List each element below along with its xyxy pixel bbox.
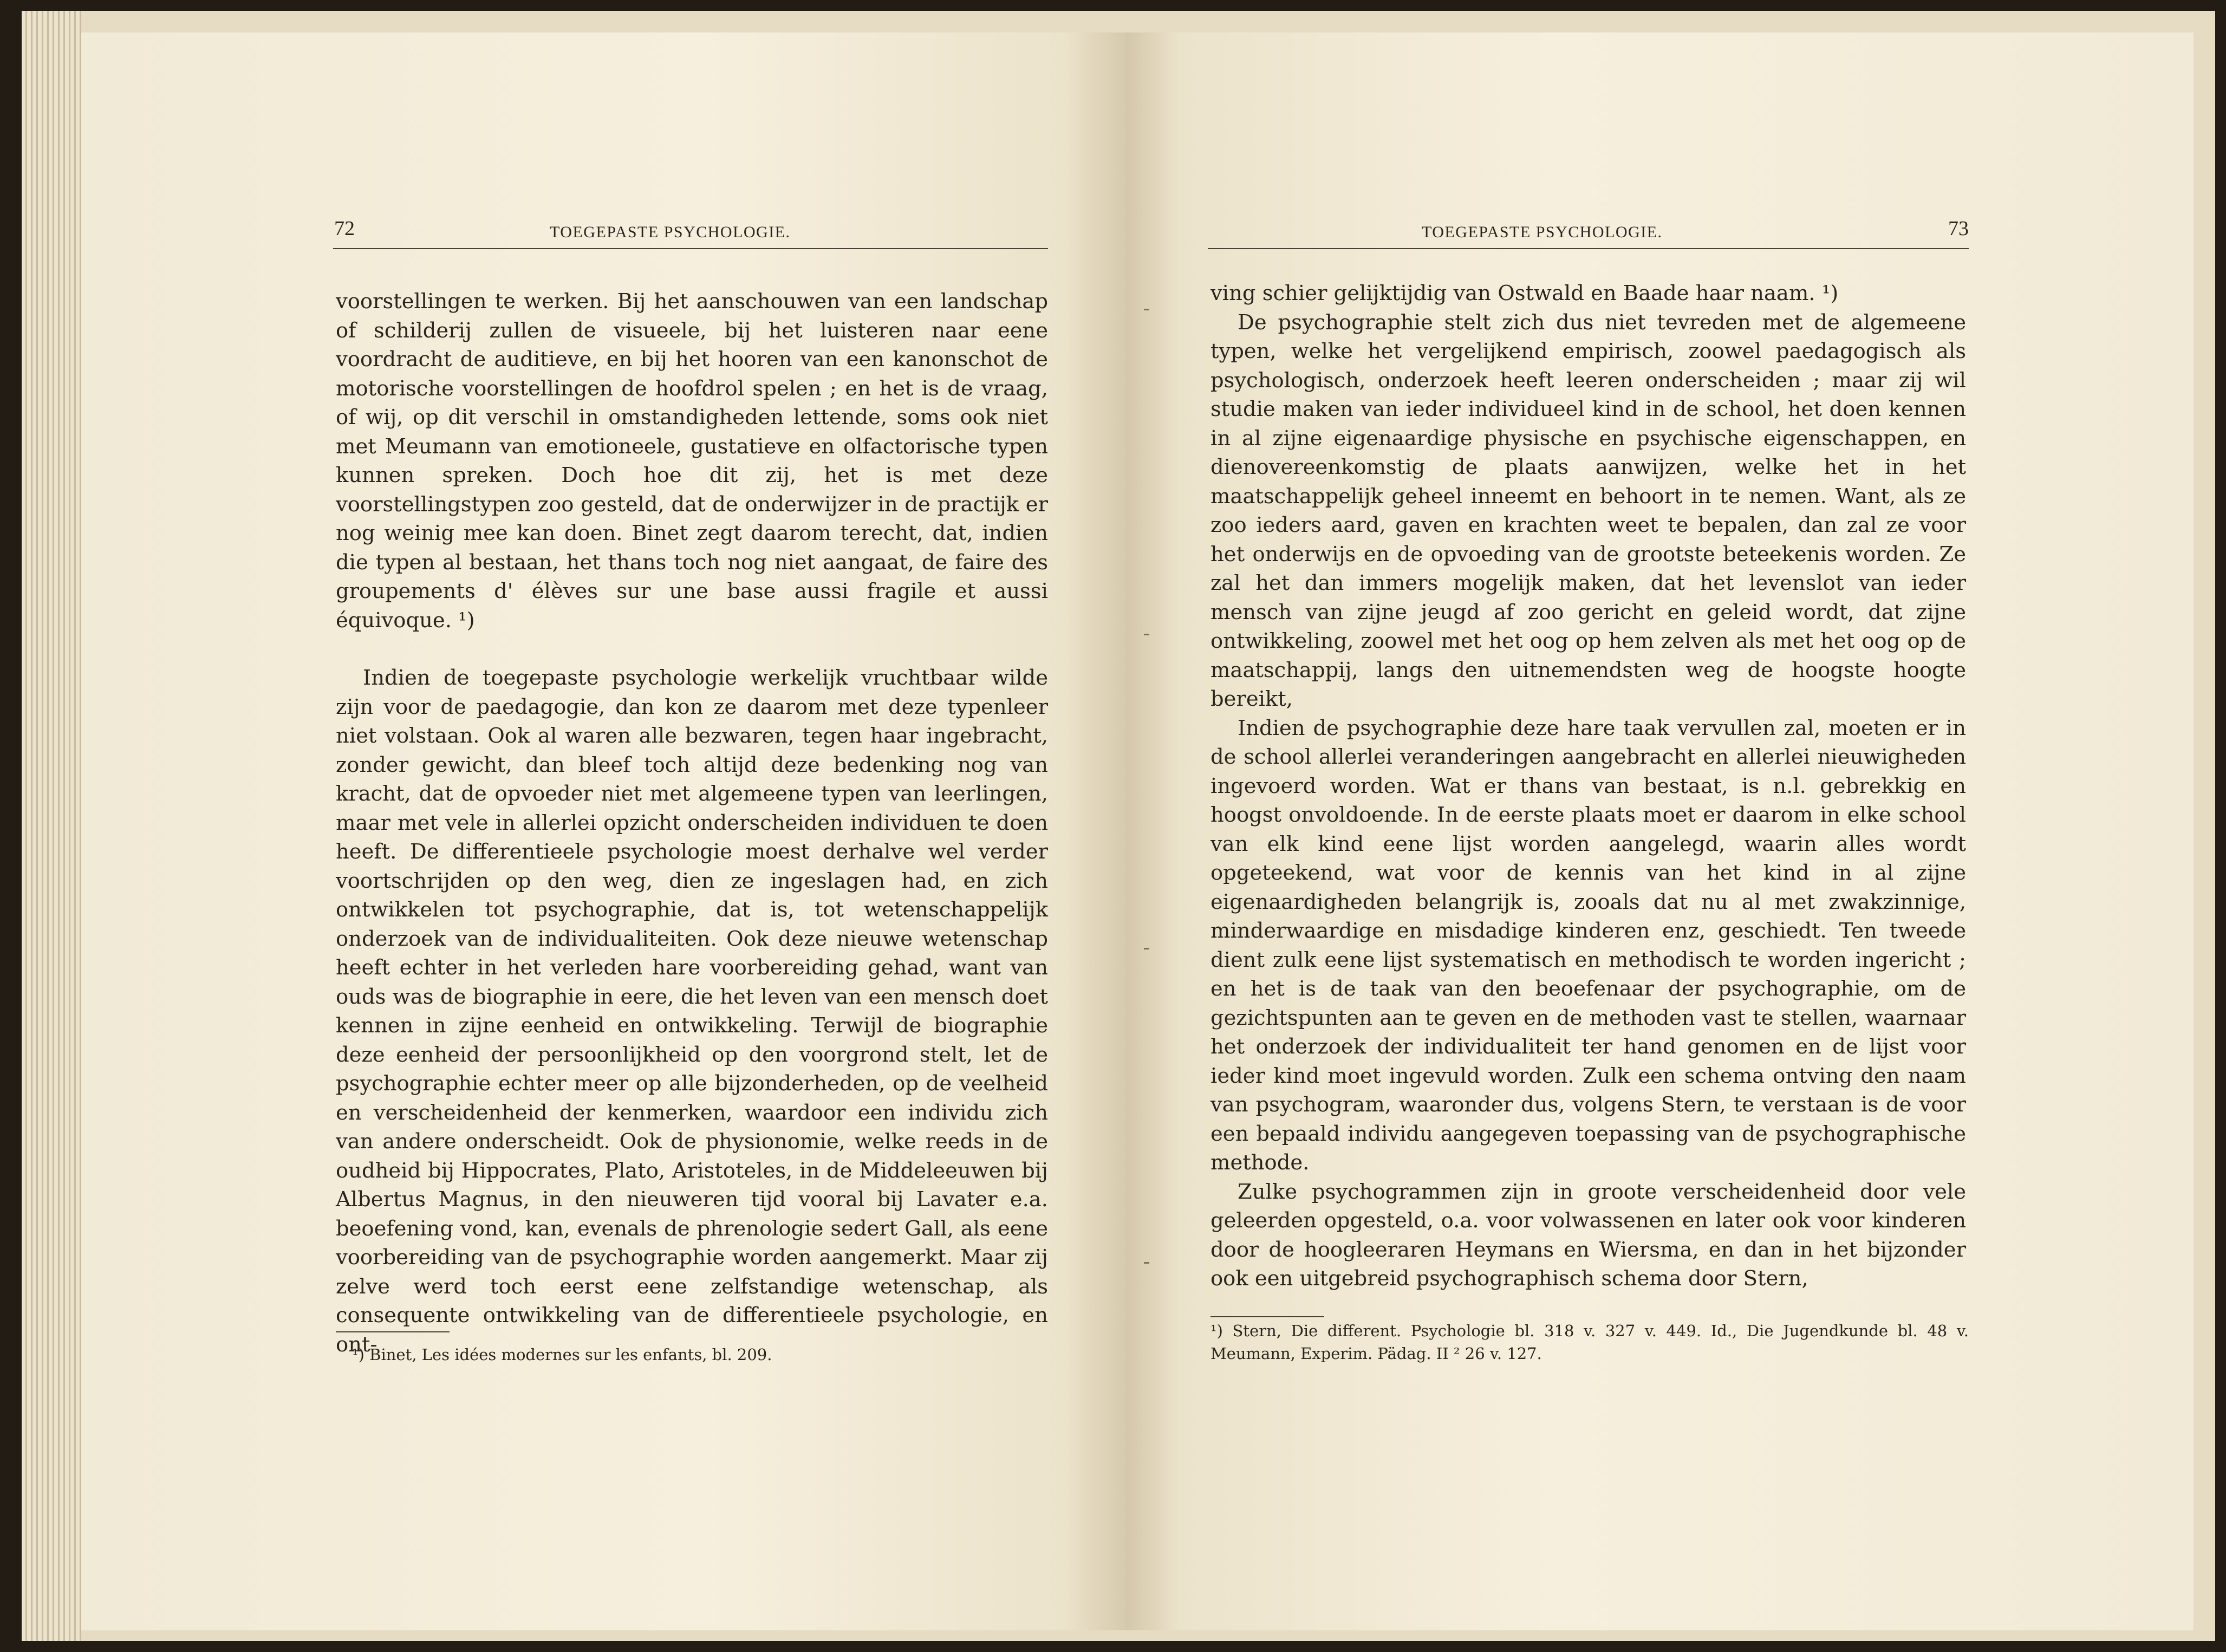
paragraph: Indien de psychographie deze hare taak vervullen zal, moeten er in de school allerlei veranderingen aangebracht en allerlei nieuwigheden ingevoerd worden. Wat er thans van bestaat, is n.l. gebrekkig en hoogst onvoldoende. In de eerste plaats moet er daarom in elke school van elk kind eene lijst worden aangelegd, waarin alles wordt opgeteekend, wat voor de kennis van het kind in al zijne eigenaardigheden belangrijk is, zooals dat nu al met zwakzinnige, minderwaardige en misdadige kinderen enz, geschiedt. Ten tweede dient zulk eene lijst systematisch en methodisch te worden ingericht ; en het is de taak van den beoefenaar der psychographie, om de gezichtspunten aan te geven en de methoden vast te stellen, waarnaar het onderzoek der individualiteit ter hand genomen en de lijst voor ieder kind moet ingevuld worden. Zulk een schema ontving den naam van psychogram, waaronder dus, volgens Stern, te verstaan is de voor een bepaald individu aangegeven toepassing van de psychographische methode. [1210, 716, 1966, 1175]
footnote-right: ¹) Stern, Die different. Psychologie bl. 318 v. 327 v. 449. Id., Die Jugendkunde bl. 48 v. Meumann, Experim. Pädag. II ² 26 v. 127. [1210, 1322, 1969, 1363]
open-book [22, 11, 2215, 1641]
page-edges [22, 11, 81, 1641]
running-head-right [1208, 207, 1969, 249]
body-text-right [1210, 279, 1966, 1293]
margin-mark [1144, 948, 1149, 949]
paragraph: Zulke psychogrammen zijn in groote verscheidenheid door vele geleerden opgesteld, o.a. voor volwassenen en later ook voor kinderen door de hoogleeraren Heymans en Wiersma, en dan in het bijzonder ook een uitgebreid psychographisch schema door Stern, [1210, 1179, 1966, 1291]
running-title-right: TOEGEPASTE PSYCHOLOGIE. [1422, 223, 1663, 241]
margin-mark [1144, 309, 1149, 310]
paragraph: ving schier gelijktijdig van Ostwald en Baade haar naam. ¹) [1210, 281, 1839, 305]
footnote-left: ¹) Binet, Les idées modernes sur les enfants, bl. 209. [352, 1345, 772, 1364]
footnote-rule-left [336, 1331, 450, 1332]
margin-mark [1144, 634, 1149, 635]
running-head-left [333, 207, 1048, 249]
page-number-left: 72 [334, 217, 355, 240]
paragraph: De psychographie stelt zich dus niet tevreden met de algemeene typen, welke het vergelijkend empirisch, zoowel paedagogisch als psychologisch, onderzoek heeft leeren onderscheiden ; maar zij wil studie maken van ieder individueel kind in de school, het doen kennen in al zijne eigenaardige physische en psychische eigenschappen, en dienovereenkomstig de plaats aanwijzen, welke het in het maatschappelijk geheel inneemt en behoort in te nemen. Want, als ze zoo ieders aard, gaven en krachten weet te bepalen, dan zal ze voor het onderwijs en de opvoeding van de grootste beteekenis worden. Ze zal het dan immers mogelijk maken, dat het levenslot van ieder mensch van zijne jeugd af zoo gericht en geleid wordt, dat zijne ontwikkeling, zoowel met het oog op hem zelven als met het oog op de maatschappij, langs den uitnemendsten weg de hoogste hoogte bereikt, [1210, 310, 1966, 711]
body-text-left [336, 287, 1048, 1359]
running-title-left: TOEGEPASTE PSYCHOLOGIE. [550, 223, 791, 241]
paragraph: voorstellingen te werken. Bij het aanschouwen van een landschap of schilderij zullen de visueele, bij het luisteren naar eene voordracht de auditieve, en bij het hooren van een kanonschot de motorische voorstellingen de hoofdrol spelen ; en het is de vraag, of wij, op dit verschil in omstandigheden lettende, soms ook niet met Meumann van emotioneele, gustatieve en olfactorische typen kunnen spreken. Doch hoe dit zij, het is met deze voorstellingstypen zoo gesteld, dat de onderwijzer in de practijk er nog weinig mee kan doen. Binet zegt daarom terecht, dat, indien die typen al bestaan, het thans toch nog niet aangaat, de faire des groupements d' élèves sur une base aussi fragile et aussi équivoque. ¹) [336, 289, 1048, 633]
footnote-rule-right [1210, 1316, 1324, 1317]
margin-mark [1144, 1262, 1149, 1264]
paragraph: Indien de toegepaste psychologie werkelijk vruchtbaar wilde zijn voor de paedagogie, dan kon ze daarom met deze typenleer niet volstaan. Ook al waren alle bezwaren, tegen haar ingebracht, zonder gewicht, dan bleef toch altijd deze bedenking nog van kracht, dat de opvoeder niet met algemeene typen van leerlingen, maar met vele in allerlei opzicht onderscheiden individuen te doen heeft. De differentieele psychologie moest derhalve wel verder voortschrijden op den weg, dien ze ingeslagen had, en zich ontwikkelen tot psychographie, dat is, tot wetenschappelijk onderzoek van de individualiteiten. Ook deze nieuwe wetenschap heeft echter in het verleden hare voorbereiding gehad, want van ouds was de biographie in eere, die het leven van een mensch doet kennen in zijne eenheid en ontwikkeling. Terwijl de biographie deze eenheid der persoonlijkheid op den voorgrond stelt, let de psychographie echter meer op alle bijzonderheden, op de veelheid en verscheidenheid der kenmerken, waardoor een individu zich van andere onderscheidt. Ook de physionomie, welke reeds in de oudheid bij Hippocrates, Plato, Aristoteles, in de Middeleeuwen bij Albertus Magnus, in den nieuweren tijd vooral bij Lavater e.a. beoefening vond, kan, evenals de phrenologie sedert Gall, als eene voorbereiding van de psychographie worden aangemerkt. Maar zij zelve werd toch eerst eene zelfstandige wetenschap, als consequente ontwikkeling van de differentieele psychologie, en ont- [336, 666, 1048, 1357]
right-page [1127, 32, 2194, 1630]
left-page [81, 32, 1127, 1630]
page-number-right: 73 [1948, 217, 1969, 240]
